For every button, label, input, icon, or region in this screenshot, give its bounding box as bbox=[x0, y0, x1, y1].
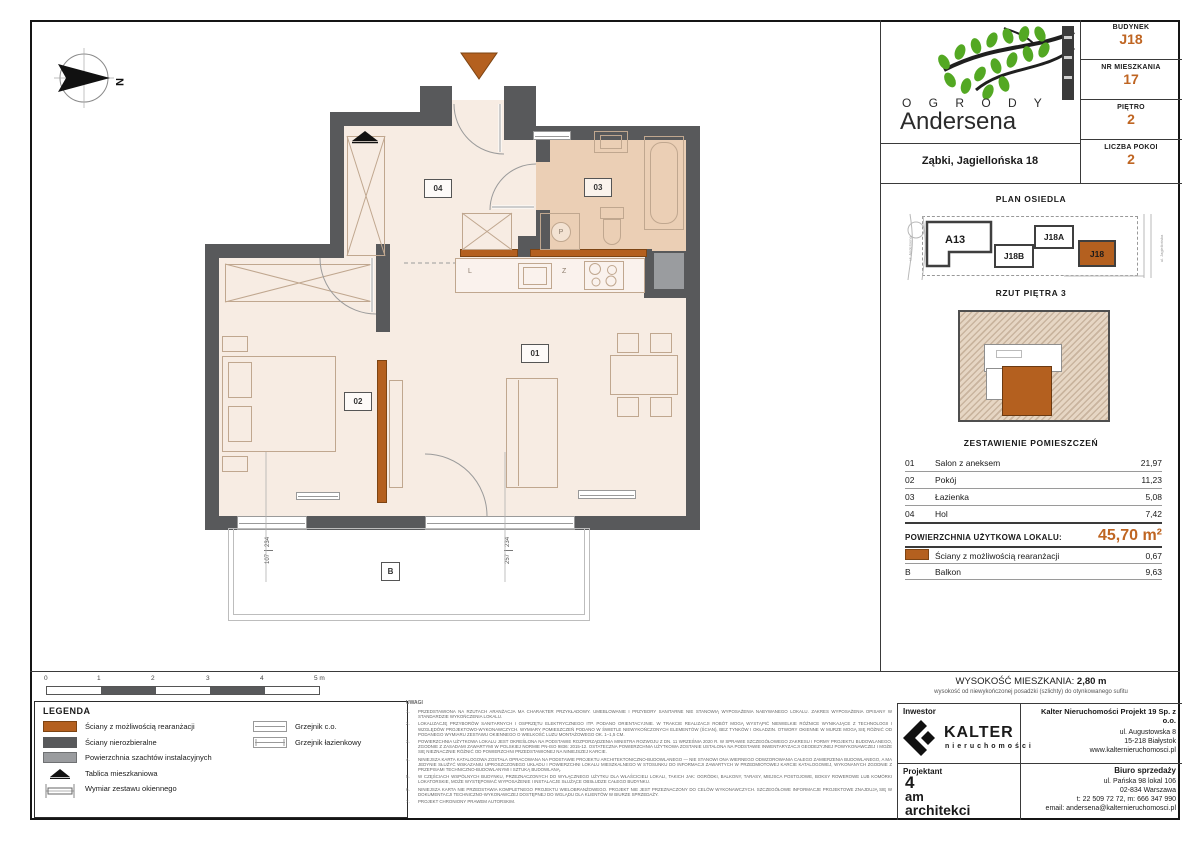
note: 1. PRZEDSTAWIONA NA RZUTACH ARANŻACJA MA CHARAKTER PRZYKŁADOWY. UMEBLOWANIE I PRZYBORY SANITARNE NIE STANOWIĄ WYPOSAŻENIA NABYWANEGO LOKALU. ZAKRES WYPOSAŻENIA OPISANY W STANDARDZIE WYKOŃCZENIA LOKALU. bbox=[406, 709, 892, 720]
dishwasher-label: Z bbox=[562, 268, 567, 275]
floor-key-stairs bbox=[996, 350, 1022, 358]
street-label-right: ul. Jagiellońska bbox=[1159, 234, 1165, 263]
building-a13 bbox=[925, 220, 995, 270]
dark-swatch bbox=[43, 737, 77, 748]
table-extra-row: B Balkon 9,63 bbox=[905, 566, 1162, 577]
kalter-logo-icon bbox=[903, 720, 939, 756]
window-dimension: 257 234 bbox=[505, 536, 511, 564]
room-label-hol: 04 bbox=[424, 179, 452, 198]
project-address: Ząbki, Jagiellońska 18 bbox=[921, 155, 1039, 167]
total-area-label: POWIERZCHNIA UŻYTKOWA LOKALU: bbox=[905, 533, 1062, 542]
legend-item: Ściany z możliwością rearanżacji bbox=[43, 721, 253, 732]
table-row: 01 Salon z aneksem 21,97 bbox=[905, 458, 1162, 468]
room-label-salon: 01 bbox=[521, 344, 549, 363]
door-swing-arcs bbox=[320, 104, 536, 516]
legend bbox=[34, 701, 408, 818]
room-label-pokoj: 02 bbox=[344, 392, 372, 411]
scale-bar: 0 1 2 3 4 5 m bbox=[44, 675, 328, 695]
radiator-co-icon bbox=[253, 721, 287, 732]
svg-text:A13: A13 bbox=[945, 234, 966, 246]
table-row: 03 Łazienka 5,08 bbox=[905, 492, 1162, 502]
designer-logo: 4 am architekci bbox=[905, 773, 971, 818]
investor-company: Kalter Nieruchomości Projekt 19 Sp. z o.o. bbox=[1040, 707, 1176, 725]
table-row: 02 Pokój 11,23 bbox=[905, 475, 1162, 485]
investor-section-label: Inwestor bbox=[903, 707, 936, 716]
legend-item: Grzejnik łazienkowy bbox=[253, 737, 403, 748]
table-extra-row: Ściany z możliwością rearanżacji 0,67 bbox=[905, 548, 1162, 563]
window-dim-icon bbox=[43, 783, 77, 794]
note: 6. NINIEJSZA KARTA NIE PRZEDSTAWIA KOMPLETNEGO PROJEKTU WIELOBRANŻOWEGO. PROJEKT NIE JEST PRZEZNACZONY DO CELÓW WYKONAWCZYCH. SZCZEGÓŁOWE INFORMACJE PROJEKTOWE ZNAJDUJĄ SIĘ W DOKUMENTACJI TECHNICZNO-WYKONAWCZEJ DOSTĘPNEJ DO WGLĄDU DLA KLIENTÓW W BIURZE SPRZEDAŻY. bbox=[406, 786, 892, 797]
leaves bbox=[936, 25, 1052, 100]
kalter-brand-sub: nieruchomości bbox=[945, 743, 1034, 750]
note: 3. POWIERZCHNIA UŻYTKOWA LOKALU JEST OKREŚLONA NA PODSTAWIE ROZPORZĄDZENIA MINISTRA ROZWOJU Z DN. 11 WRZEŚNIA 2020 R. W SPRAWIE SZCZEGÓŁOWEGO ZAKRESU I FORMY PROJEKTU BUDOWLANEGO, ZGODNIE Z ZASADAMI ZAWARTYMI W POLSKIEJ NORMIE PN-ISO 9836: 2015-12. OSTATECZNA POWIERZCHNIA UŻYTKOWA ZOSTANIE USTALONA NA PODSTAWIE INWENTARYZACJI GEODEZYJNEJ POWYKONAWCZEJ I MOŻE SIĘ NIEZNACZNIE RÓŻNIĆ OD POWIERZCHNI PRZEDSTAWIONEJ NA NINIEJSZEJ KARCIE. bbox=[406, 739, 892, 755]
tablica-icon bbox=[43, 768, 77, 779]
window-dimension: 107 234 bbox=[265, 536, 271, 564]
legend-item: Powierzchnia szachtów instalacyjnych bbox=[43, 752, 253, 763]
legend-item: Grzejnik c.o. bbox=[253, 721, 403, 732]
legend-item: Tablica mieszkaniowa bbox=[43, 768, 253, 779]
sidebar-divider bbox=[880, 20, 881, 671]
legend-item: Ściany nierozbieralne bbox=[43, 737, 253, 748]
floor-key-title: RZUT PIĘTRA 3 bbox=[995, 288, 1067, 298]
washer-label: P bbox=[558, 228, 564, 236]
gray-swatch bbox=[43, 752, 77, 763]
total-area-row bbox=[905, 527, 1162, 545]
stove-burners bbox=[590, 264, 617, 287]
apartment-height-note: wysokość od niewykończonej posadzki (szlichty) do otynkowanego sufitu bbox=[934, 689, 1128, 695]
logo-text-bottom: Andersena bbox=[900, 108, 1017, 135]
fridge-label: L bbox=[468, 268, 472, 275]
floor-key-unit-highlighted bbox=[1002, 366, 1052, 416]
notes bbox=[406, 700, 892, 806]
kalter-brand: KALTER bbox=[944, 724, 1014, 741]
info-row-budynek: BUDYNEK J18 bbox=[1080, 20, 1182, 60]
sales-office-title: Biuro sprzedaży bbox=[1114, 766, 1176, 775]
building-j18b: J18B bbox=[994, 244, 1034, 268]
wardrobe-cross-lines bbox=[225, 136, 512, 302]
svg-text:N: N bbox=[113, 78, 125, 86]
note: 2. LOKALIZACJĘ PRZYBORÓW SANITARNYCH I OSPRZĘTU ELEKTRYCZNEGO ITP. PODANO ORIENTACYJNIE. W TRAKCIE REALIZACJI ROBÓT MOGĄ WYSTĄPIĆ NIEWIELKIE RÓŻNICE WYNIKAJĄCE Z TECHNOLOGII I WZGLĘDÓW PROJEKTOWO-WYKONAWCZYCH. WYMIARY POMIESZCZEŃ PODANO W ŚWIETLE NIEWYKOŃCZONYCH ELEMENTÓW (ŚCIAN), BEZ TYNKÓW I OKŁADZIN. OTWORY OKIENNE W MURZE MOGĄ SIĘ RÓŻNIĆ OD PODANEGO WYMIARU ZESTAWU OKIENNEGO O WIELKOŚĆ LUZU MONTAŻOWEGO OK. 1–1,5 CM. bbox=[406, 721, 892, 737]
scale-bar-track bbox=[46, 686, 320, 695]
notes-title: UWAGI bbox=[406, 700, 423, 706]
legend-item: Wymiar zestawu okiennego bbox=[43, 783, 253, 794]
radiator-bath-icon bbox=[253, 737, 287, 748]
orange-swatch bbox=[905, 549, 929, 560]
legend-title: LEGENDA bbox=[43, 706, 91, 716]
table-row: 04 Hol 7,42 bbox=[905, 509, 1162, 519]
rooms-table-title: ZESTAWIENIE POMIESZCZEŃ bbox=[963, 438, 1099, 448]
apartment-height: WYSOKOŚĆ MIESZKANIA: 2,80 m bbox=[955, 676, 1107, 687]
designer-section-label: Projektant bbox=[903, 767, 943, 776]
building-j18-highlighted: J18 bbox=[1078, 240, 1116, 267]
info-row-nr-mieszkania: NR MIESZKANIA 17 bbox=[1080, 60, 1182, 100]
logo-text-top: O G R O D Y bbox=[902, 96, 1049, 110]
tablica-mieszkaniowa-icon bbox=[352, 131, 378, 143]
logo-tree-icon bbox=[884, 22, 1078, 100]
building-j18a: J18A bbox=[1034, 225, 1074, 249]
room-label-lazienka: 03 bbox=[584, 178, 612, 197]
unit-info bbox=[1080, 20, 1182, 182]
sales-office: Biuro sprzedaży ul. Pańska 98 lokal 106 02-834 Warszawa t: 22 509 72 72, m: 666 347 990 email: andersena@kalternieruchomosci.pl bbox=[1026, 766, 1176, 813]
street-label-left: ul. Andersena bbox=[907, 236, 913, 261]
total-area-value: 45,70 m² bbox=[1097, 527, 1162, 544]
dimension-lines bbox=[266, 452, 505, 582]
info-row-pietro: PIĘTRO 2 bbox=[1080, 100, 1182, 140]
orange-swatch bbox=[43, 721, 77, 732]
note: 4. NINIEJSZA KARTA KATALOGOWA ZOSTAŁA OPRACOWANA NA PODSTAWIE PROJEKTU ARCHITEKTONICZNO-BUDOWLANEGO — NIE STANOWI ONA WIERNEGO ODWZOROWANIA CAŁEGO ZAMIERZENIA BUDOWLANEGO, A MA JEDYNIE SŁUŻYĆ WSKAZANIU UPROSZCZONEGO UKŁADU I POWIERZCHNI LOKALU MIESZKALNEGO W STOSUNKU DO INFORMACJI ZAWARTYCH W PRZEDMIOTOWEJ KARCIE KATALOGOWEJ, WYKONANYCH ZGODNIE Z PRZEPISAMI TECHNICZNO-BUDOWLANYMI I SZTUKĄ BUDOWLANĄ. bbox=[406, 756, 892, 773]
balcony-label: B bbox=[381, 562, 400, 581]
info-row-liczba-pokoi: LICZBA POKOI 2 bbox=[1104, 144, 1158, 167]
note: 5. W CZĘŚCIACH WSPÓLNYCH BUDYNKU, PRZEZNACZONYCH DO WYŁĄCZNEGO UŻYTKU DLA WŁAŚCICIELI LOKALI, TAKICH JAK: OGRÓDKI, BALKONY, TARASY, MIEJSCA POSTOJOWE, BOKSY ROWEROWE LUB KOMÓRKI LOKATORSKIE, MOŻE WYSTĘPOWAĆ WYPOSAŻENIE I INSTALACJE SŁUŻĄCE OBSŁUDZE CAŁEGO BUDYNKU. bbox=[406, 774, 892, 785]
site-plan-title: PLAN OSIEDLA bbox=[995, 194, 1067, 204]
note: 7. PROJEKT CHRONIONY PRAWEM AUTORSKIM. bbox=[406, 799, 516, 805]
investor-contact: Kalter Nieruchomości Projekt 19 Sp. z o.o. ul. Augustowska 8 15-218 Białystok www.kalternieruchomosci.pl bbox=[1026, 707, 1176, 755]
